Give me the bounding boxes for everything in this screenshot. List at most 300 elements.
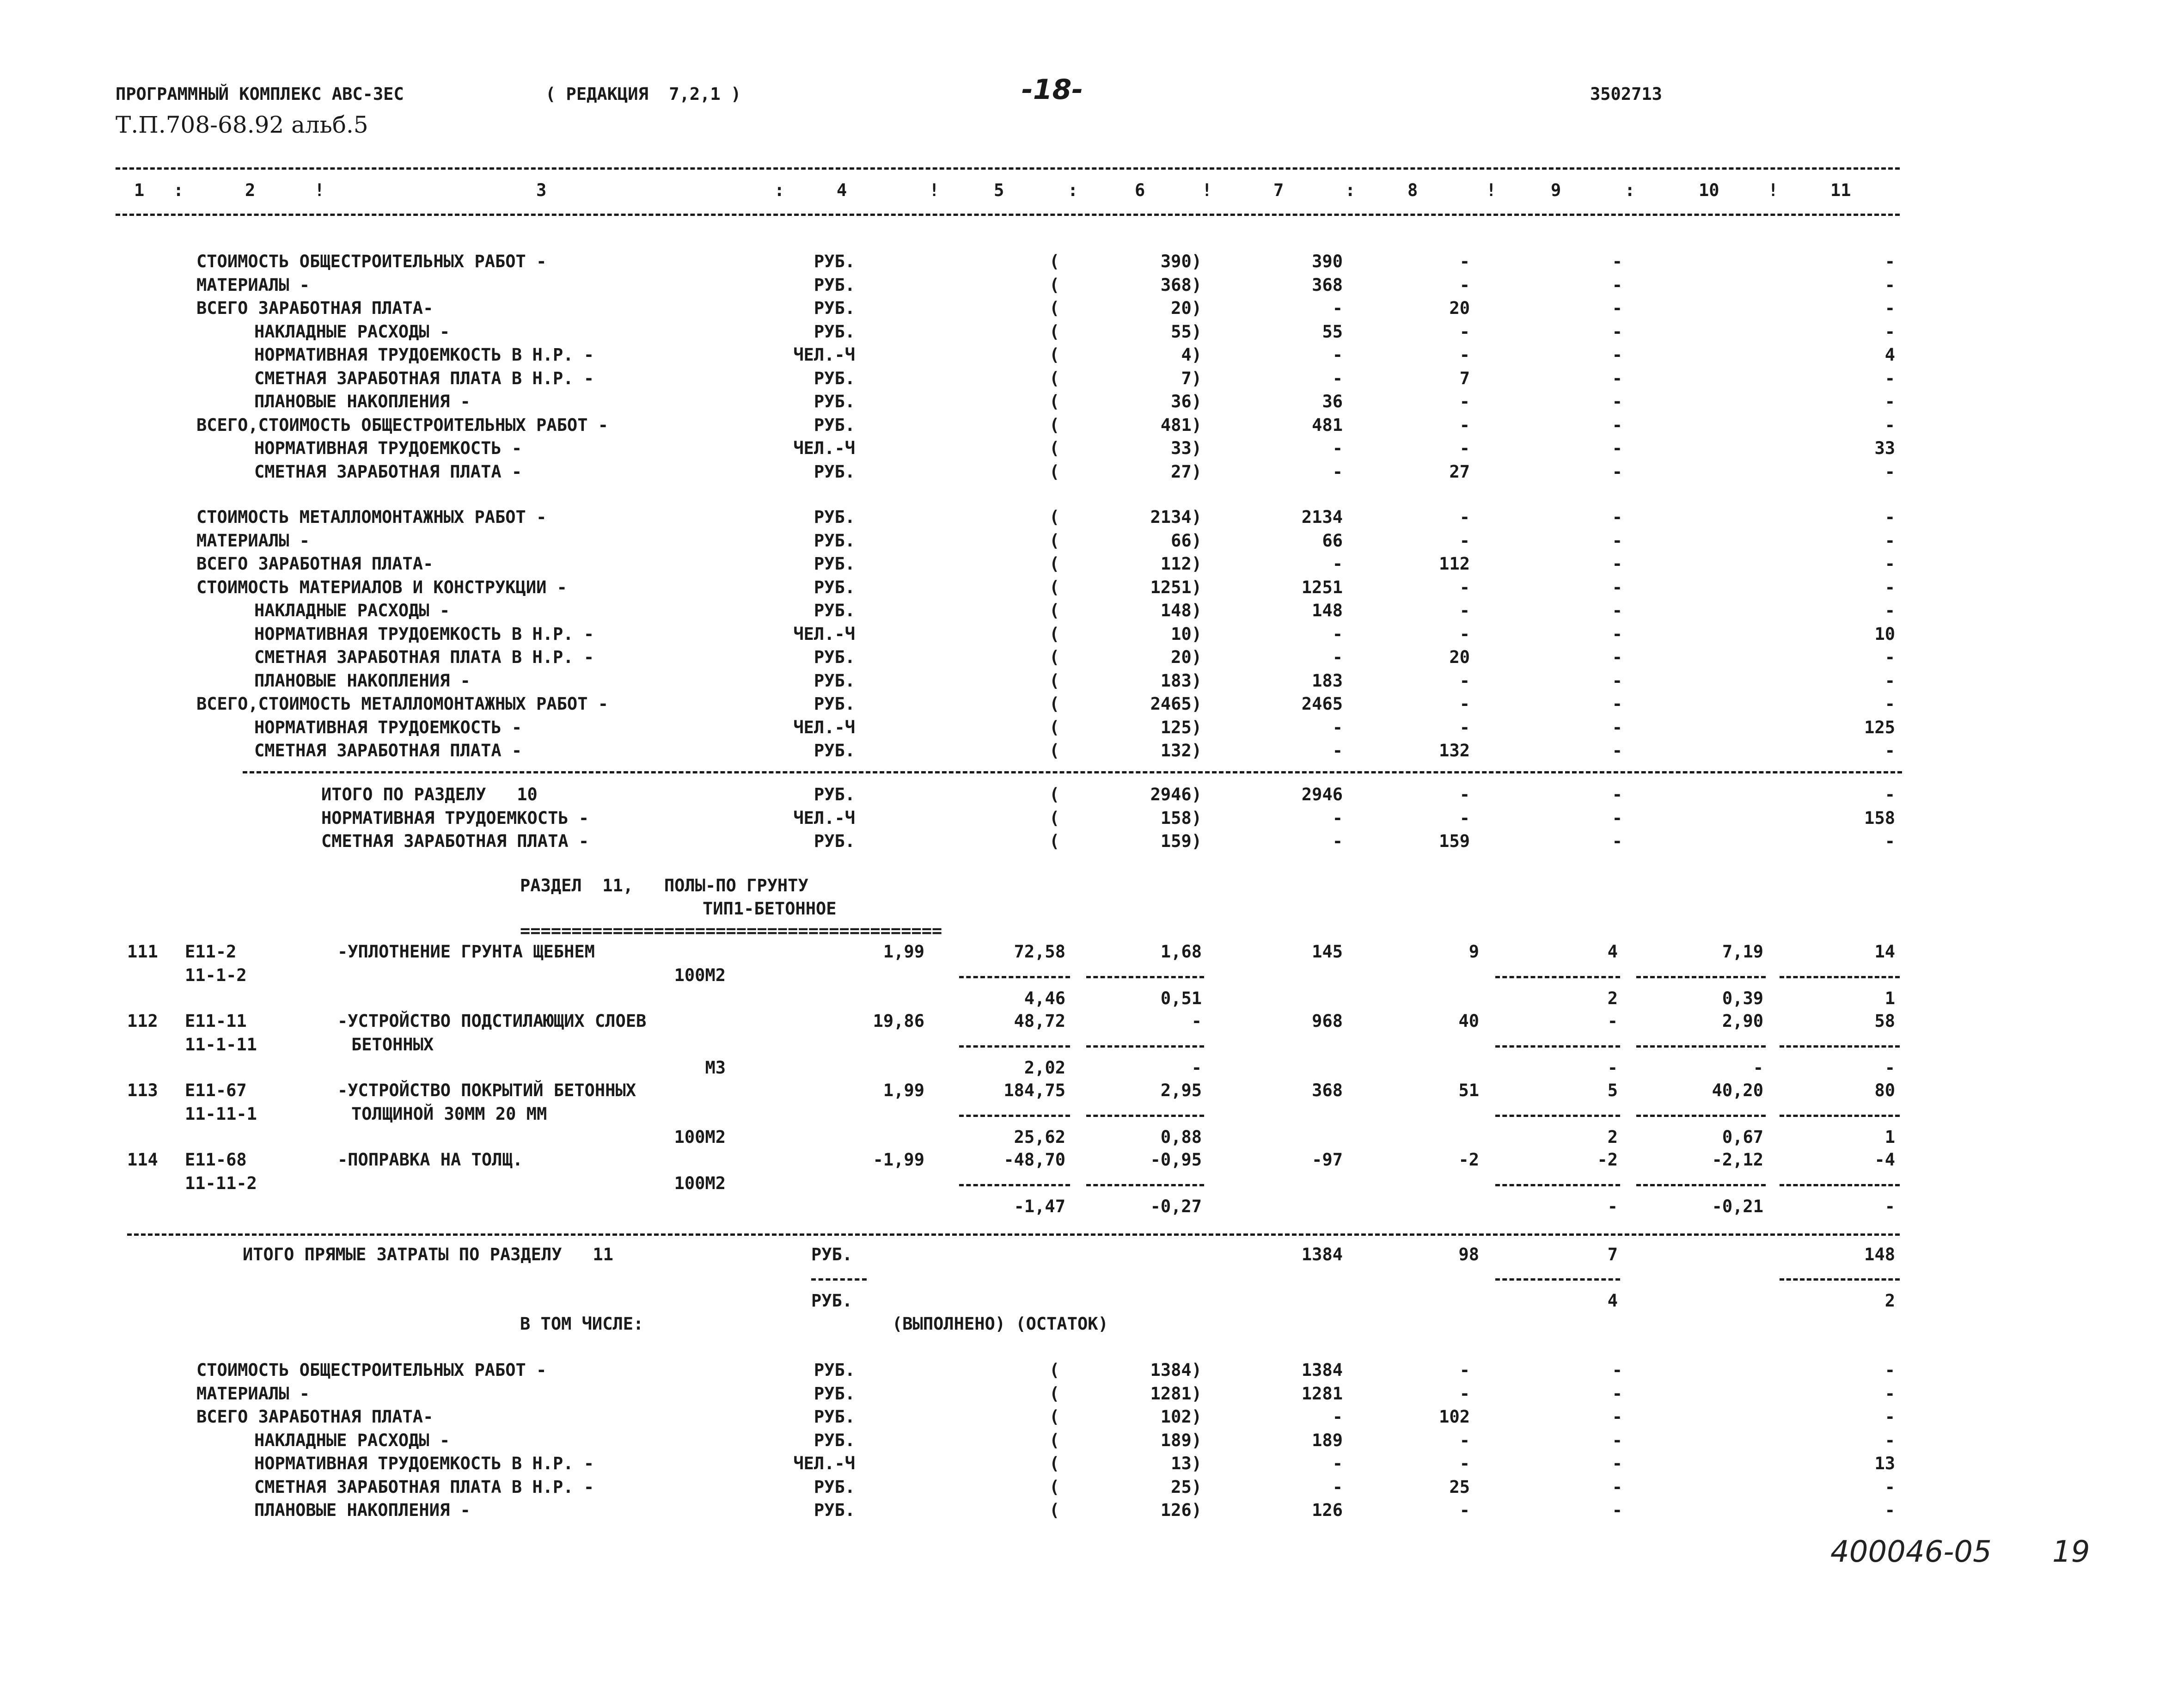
- metal-works-row-col11: -: [1884, 670, 1895, 691]
- metal-works-row-unit: РУБ.: [814, 577, 855, 597]
- item-sub-col6: 0,51: [1160, 988, 1202, 1008]
- general-works-row-col9: -: [1612, 345, 1622, 365]
- item-sub-col9: -: [1607, 1058, 1618, 1078]
- final-block-row-col8: -: [1459, 1500, 1470, 1520]
- metal-works-row-paren: (: [1049, 577, 1060, 597]
- column-separator: :: [1625, 180, 1635, 200]
- item-unit: М3: [705, 1058, 726, 1078]
- item-quantity: 1,99: [883, 942, 924, 962]
- metal-works-row-col8: -: [1459, 670, 1470, 691]
- final-block-row-col11: 13: [1874, 1454, 1895, 1473]
- item-quantity: -1,99: [873, 1150, 924, 1170]
- item-col6-rule: [1086, 1115, 1204, 1117]
- item-sub-col5: 4,46: [1024, 988, 1065, 1008]
- item-col5-rule: [959, 1115, 1070, 1117]
- final-block-row-col8: -: [1459, 1383, 1470, 1404]
- metal-works-row-label: НОРМАТИВНАЯ ТРУДОЕМКОСТЬ -: [254, 717, 522, 737]
- general-works-row-col11: -: [1884, 368, 1895, 388]
- document-code: 3502713: [1590, 84, 1662, 104]
- item-col7: 968: [1312, 1011, 1343, 1031]
- general-works-row-col8: -: [1459, 415, 1470, 435]
- metal-works-row-col11: -: [1884, 694, 1895, 714]
- item-col5-rule: [959, 1184, 1070, 1186]
- final-block-row-label: ВСЕГО ЗАРАБОТНАЯ ПЛАТА-: [196, 1407, 434, 1427]
- general-works-row-col7: -: [1332, 438, 1343, 458]
- metal-works-row-col7: 2465: [1301, 694, 1343, 714]
- item-col11-rule: [1780, 1115, 1900, 1117]
- page-number: -18-: [1022, 74, 1083, 106]
- section10-total-row-col9: -: [1612, 785, 1622, 804]
- final-block-row-col7: -: [1332, 1454, 1343, 1473]
- column-separator: !: [1202, 180, 1212, 200]
- final-block-row-unit: РУБ.: [814, 1477, 855, 1497]
- metal-works-row-label: СТОИМОСТЬ МАТЕРИАЛОВ И КОНСТРУКЦИИ -: [196, 577, 567, 597]
- section10-total-row-col8: 159: [1439, 831, 1470, 851]
- section10-total-row-col11: 158: [1864, 808, 1895, 828]
- metal-works-row-col11: -: [1884, 601, 1895, 620]
- metal-works-row-col8: 132: [1439, 741, 1470, 761]
- item-col10: -2,12: [1712, 1150, 1763, 1170]
- item-name-line2: БЕТОННЫХ: [351, 1034, 434, 1055]
- section10-total-row-unit: РУБ.: [814, 831, 855, 851]
- section10-total-row-paren: (: [1049, 785, 1060, 804]
- general-works-row-col9: -: [1612, 251, 1622, 271]
- final-block-row-col8: -: [1459, 1360, 1470, 1380]
- item-col11: 14: [1874, 942, 1895, 962]
- metal-works-row-col11: -: [1884, 530, 1895, 551]
- general-works-row-unit: РУБ.: [814, 415, 855, 435]
- metal-works-row-unit: РУБ.: [814, 647, 855, 667]
- metal-works-row-label: СМЕТНАЯ ЗАРАБОТНАЯ ПЛАТА В Н.Р. -: [254, 647, 594, 667]
- metal-works-row-col9: -: [1612, 554, 1622, 574]
- item-col7: 145: [1312, 942, 1343, 962]
- general-works-row-col7: -: [1332, 368, 1343, 388]
- final-block-row-unit: РУБ.: [814, 1407, 855, 1427]
- item-col11: 58: [1874, 1011, 1895, 1031]
- item-sub-col6: -: [1191, 1058, 1202, 1078]
- item-col9-rule: [1495, 1045, 1620, 1048]
- final-block-row-paren: (: [1049, 1500, 1060, 1520]
- metal-works-row-label: ВСЕГО,СТОИМОСТЬ МЕТАЛЛОМОНТАЖНЫХ РАБОТ -: [196, 694, 609, 714]
- metal-works-row-col9: -: [1612, 601, 1622, 620]
- item-col6-rule: [1086, 1184, 1204, 1186]
- general-works-row-col7: -: [1332, 298, 1343, 318]
- final-block-row-label: СТОИМОСТЬ ОБЩЕСТРОИТЕЛЬНЫХ РАБОТ -: [196, 1360, 547, 1380]
- item-col10: 2,90: [1722, 1011, 1763, 1031]
- section10-total-row-col7: -: [1332, 808, 1343, 828]
- general-works-row-col7: -: [1332, 461, 1343, 482]
- metal-works-row-unit: ЧЕЛ.-Ч: [793, 624, 855, 644]
- item-sub-col9: 2: [1607, 988, 1618, 1008]
- metal-works-row-col7: 1251: [1301, 577, 1343, 597]
- metal-works-row-col8: -: [1459, 717, 1470, 737]
- final-block-row-col7: 189: [1312, 1430, 1343, 1450]
- item-col7: -97: [1312, 1150, 1343, 1170]
- column-header-8: 8: [1407, 180, 1418, 200]
- general-works-row-col6: 55): [1171, 321, 1202, 342]
- item-col11: -4: [1874, 1150, 1895, 1170]
- metal-works-row-paren: (: [1049, 717, 1060, 737]
- item-name: -ПОПРАВКА НА ТОЛЩ.: [337, 1150, 523, 1170]
- item-col5: 184,75: [1003, 1080, 1065, 1100]
- general-works-row-col8: -: [1459, 275, 1470, 295]
- column-header-3: 3: [536, 180, 547, 200]
- metal-works-row-col6: 112): [1160, 554, 1202, 574]
- final-block-row-col9: -: [1612, 1454, 1622, 1473]
- general-works-row-col8: -: [1459, 251, 1470, 271]
- item-sub-col5: 25,62: [1014, 1127, 1065, 1147]
- metal-works-row-col9: -: [1612, 717, 1622, 737]
- item-code-sub: 11-1-2: [185, 965, 247, 985]
- general-works-row-paren: (: [1049, 321, 1060, 342]
- direct-total-col7: 1384: [1301, 1245, 1343, 1264]
- item-col8: -2: [1458, 1150, 1479, 1170]
- item-col10: 7,19: [1722, 942, 1763, 962]
- general-works-row-col11: 33: [1874, 438, 1895, 458]
- handwritten-page: 19: [2052, 1535, 2090, 1569]
- item-col9: 4: [1607, 942, 1618, 962]
- metal-works-row-col7: -: [1332, 554, 1343, 574]
- item-col5: 48,72: [1014, 1011, 1065, 1031]
- item-sub-col11: -: [1884, 1058, 1895, 1078]
- general-works-row-col11: -: [1884, 321, 1895, 342]
- final-block-row-col6: 126): [1160, 1500, 1202, 1520]
- general-works-row-col7: 390: [1312, 251, 1343, 271]
- item-sub-col9: 2: [1607, 1127, 1618, 1147]
- item-code: Е11-68: [185, 1150, 247, 1170]
- general-works-row-col9: -: [1612, 275, 1622, 295]
- metal-works-row-col6: 183): [1160, 670, 1202, 691]
- final-block-row-col6: 1281): [1150, 1383, 1202, 1404]
- final-block-row-label: СМЕТНАЯ ЗАРАБОТНАЯ ПЛАТА В Н.Р. -: [254, 1477, 594, 1497]
- item-col6-rule: [1086, 1045, 1204, 1048]
- metal-works-row-col7: -: [1332, 624, 1343, 644]
- item-col5-rule: [959, 1045, 1070, 1048]
- final-block-row-col8: -: [1459, 1430, 1470, 1450]
- general-works-row-label: СМЕТНАЯ ЗАРАБОТНАЯ ПЛАТА -: [254, 461, 522, 482]
- item-sub-col10: 0,67: [1722, 1127, 1763, 1147]
- final-block-row-col8: -: [1459, 1454, 1470, 1473]
- metal-works-row-col6: 20): [1171, 647, 1202, 667]
- metal-works-row-col6: 2465): [1150, 694, 1202, 714]
- column-header-9: 9: [1551, 180, 1561, 200]
- item-code: Е11-11: [185, 1011, 247, 1031]
- general-works-row-col11: -: [1884, 415, 1895, 435]
- final-block-row-unit: ЧЕЛ.-Ч: [793, 1454, 855, 1473]
- item-col10-rule: [1636, 1115, 1766, 1117]
- section10-total-row-col11: -: [1884, 831, 1895, 851]
- metal-works-row-col8: -: [1459, 577, 1470, 597]
- column-header-5: 5: [994, 180, 1004, 200]
- metal-works-row-paren: (: [1049, 694, 1060, 714]
- general-works-row-col6: 368): [1160, 275, 1202, 295]
- metal-works-row-col9: -: [1612, 507, 1622, 527]
- item-col6: -0,95: [1150, 1150, 1202, 1170]
- metal-works-row-col6: 1251): [1150, 577, 1202, 597]
- general-works-row-col11: -: [1884, 298, 1895, 318]
- final-block-row-col6: 102): [1160, 1407, 1202, 1427]
- final-block-row-paren: (: [1049, 1454, 1060, 1473]
- item-sub-col9: -: [1607, 1196, 1618, 1216]
- general-works-row-paren: (: [1049, 275, 1060, 295]
- final-block-row-unit: РУБ.: [814, 1430, 855, 1450]
- final-block-row-col8: 25: [1449, 1477, 1470, 1497]
- column-header-6: 6: [1135, 180, 1145, 200]
- general-works-row-paren: (: [1049, 415, 1060, 435]
- metal-works-row-label: МАТЕРИАЛЫ -: [196, 530, 310, 551]
- metal-works-row-col9: -: [1612, 577, 1622, 597]
- item-number: 112: [127, 1011, 158, 1031]
- item-col9: 5: [1607, 1080, 1618, 1100]
- final-block-row-paren: (: [1049, 1430, 1060, 1450]
- column-header-10: 10: [1699, 180, 1719, 200]
- general-works-row-col11: -: [1884, 251, 1895, 271]
- column-header-1: 1: [134, 180, 145, 200]
- general-works-row-paren: (: [1049, 392, 1060, 411]
- general-works-row-col6: 390): [1160, 251, 1202, 271]
- final-block-row-col6: 13): [1171, 1454, 1202, 1473]
- general-works-row-col6: 36): [1171, 392, 1202, 411]
- metal-works-row-paren: (: [1049, 554, 1060, 574]
- item-col5: -48,70: [1003, 1150, 1065, 1170]
- direct-total-col8: 98: [1458, 1245, 1479, 1264]
- item-number: 111: [127, 942, 158, 962]
- item-name: -УСТРОЙСТВО ПОДСТИЛАЮЩИХ СЛОЕВ: [337, 1011, 647, 1031]
- general-works-row-label: ВСЕГО ЗАРАБОТНАЯ ПЛАТА-: [196, 298, 434, 318]
- general-works-row-col8: 20: [1449, 298, 1470, 318]
- general-works-row-unit: РУБ.: [814, 251, 855, 271]
- metal-works-row-col9: -: [1612, 647, 1622, 667]
- final-block-row-col11: -: [1884, 1500, 1895, 1520]
- metal-works-row-col9: -: [1612, 741, 1622, 761]
- metal-works-row-col11: 125: [1864, 717, 1895, 737]
- item-col9: -2: [1597, 1150, 1618, 1170]
- section10-total-row-col6: 158): [1160, 808, 1202, 828]
- general-works-row-col6: 33): [1171, 438, 1202, 458]
- metal-works-row-col6: 132): [1160, 741, 1202, 761]
- general-works-row-col8: -: [1459, 345, 1470, 365]
- general-works-row-col6: 481): [1160, 415, 1202, 435]
- general-works-row-label: НОРМАТИВНАЯ ТРУДОЕМКОСТЬ В Н.Р. -: [254, 345, 594, 365]
- final-block-row-col9: -: [1612, 1477, 1622, 1497]
- metal-works-row-col7: 183: [1312, 670, 1343, 691]
- section10-total-row-col7: -: [1332, 831, 1343, 851]
- direct-total-label: ИТОГО ПРЯМЫЕ ЗАТРАТЫ ПО РАЗДЕЛУ 11: [243, 1245, 613, 1264]
- program-edition: ( РЕДАКЦИЯ 7,2,1 ): [545, 84, 741, 104]
- general-works-row-unit: ЧЕЛ.-Ч: [793, 438, 855, 458]
- direct-total-col9-rule: [1495, 1278, 1620, 1281]
- item-sub-col11: 1: [1884, 1127, 1895, 1147]
- item-sub-col11: 1: [1884, 988, 1895, 1008]
- general-works-row-col7: -: [1332, 345, 1343, 365]
- section-title: РАЗДЕЛ 11, ПОЛЫ-ПО ГРУНТУ: [520, 876, 808, 896]
- item-code-sub: 11-11-2: [185, 1173, 257, 1193]
- metal-works-row-col8: -: [1459, 530, 1470, 551]
- item-col11: 80: [1874, 1080, 1895, 1100]
- final-block-row-col9: -: [1612, 1407, 1622, 1427]
- item-unit: 100М2: [674, 965, 726, 985]
- metal-works-row-label: НАКЛАДНЫЕ РАСХОДЫ -: [254, 601, 450, 620]
- metal-works-row-label: СМЕТНАЯ ЗАРАБОТНАЯ ПЛАТА -: [254, 741, 522, 761]
- general-works-row-col6: 20): [1171, 298, 1202, 318]
- final-block-row-col6: 25): [1171, 1477, 1202, 1497]
- final-block-row-col6: 189): [1160, 1430, 1202, 1450]
- item-sub-col11: -: [1884, 1196, 1895, 1216]
- item-code-sub: 11-11-1: [185, 1104, 257, 1124]
- column-header-2: 2: [245, 180, 256, 200]
- general-works-row-paren: (: [1049, 368, 1060, 388]
- metal-works-row-col6: 2134): [1150, 507, 1202, 527]
- general-works-row-col8: 27: [1449, 461, 1470, 482]
- final-block-row-col9: -: [1612, 1500, 1622, 1520]
- final-block-row-paren: (: [1049, 1477, 1060, 1497]
- metal-works-row-col9: -: [1612, 624, 1622, 644]
- general-works-row-col7: 55: [1322, 321, 1343, 342]
- metal-works-row-col11: -: [1884, 647, 1895, 667]
- general-works-row-col6: 4): [1181, 345, 1202, 365]
- final-block-row-col11: -: [1884, 1383, 1895, 1404]
- metal-works-row-paren: (: [1049, 741, 1060, 761]
- metal-works-row-col6: 148): [1160, 601, 1202, 620]
- item-col10-rule: [1636, 976, 1766, 978]
- item-col10-rule: [1636, 1184, 1766, 1186]
- item-col7: 368: [1312, 1080, 1343, 1100]
- metal-works-row-col11: -: [1884, 554, 1895, 574]
- final-block-row-label: МАТЕРИАЛЫ -: [196, 1383, 310, 1404]
- section-subtitle: ТИП1-БЕТОННОЕ: [703, 899, 837, 919]
- item-quantity: 1,99: [883, 1080, 924, 1100]
- metal-works-row-col9: -: [1612, 694, 1622, 714]
- general-works-row-unit: РУБ.: [814, 368, 855, 388]
- general-works-row-col8: -: [1459, 392, 1470, 411]
- direct-total-col11-2: 2: [1884, 1291, 1895, 1311]
- metal-works-row-unit: РУБ.: [814, 554, 855, 574]
- section10-total-row-label: ИТОГО ПО РАЗДЕЛУ 10: [321, 785, 538, 804]
- section10-total-row-col8: -: [1459, 785, 1470, 804]
- final-block-row-unit: РУБ.: [814, 1383, 855, 1404]
- metal-works-row-unit: РУБ.: [814, 670, 855, 691]
- general-works-row-col9: -: [1612, 321, 1622, 342]
- item-name-line2: ТОЛЩИНОЙ 30ММ 20 ММ: [351, 1104, 547, 1124]
- general-works-row-col9: -: [1612, 392, 1622, 411]
- final-block-row-unit: РУБ.: [814, 1360, 855, 1380]
- final-block-row-col11: -: [1884, 1477, 1895, 1497]
- metal-works-row-paren: (: [1049, 670, 1060, 691]
- direct-total-col9: 7: [1607, 1245, 1618, 1264]
- general-works-row-col8: -: [1459, 438, 1470, 458]
- metal-works-row-paren: (: [1049, 601, 1060, 620]
- item-name: -УПЛОТНЕНИЕ ГРУНТА ЩЕБНЕМ: [337, 942, 595, 962]
- general-works-row-unit: РУБ.: [814, 461, 855, 482]
- item-unit: 100М2: [674, 1173, 726, 1193]
- final-block-row-col9: -: [1612, 1383, 1622, 1404]
- item-col6-rule: [1086, 976, 1204, 978]
- document-reference: Т.П.708-68.92 альб.5: [116, 111, 368, 138]
- metal-works-row-label: СТОИМОСТЬ МЕТАЛЛОМОНТАЖНЫХ РАБОТ -: [196, 507, 547, 527]
- item-col11-rule: [1780, 976, 1900, 978]
- section10-total-row-paren: (: [1049, 831, 1060, 851]
- direct-total-rule: [127, 1233, 1900, 1236]
- section10-total-row-col8: -: [1459, 808, 1470, 828]
- program-title: ПРОГРАММНЫЙ КОМПЛЕКС АВС-3ЕС: [116, 84, 404, 104]
- item-col6: -: [1191, 1011, 1202, 1031]
- item-col5: 72,58: [1014, 942, 1065, 962]
- section10-total-row-label: СМЕТНАЯ ЗАРАБОТНАЯ ПЛАТА -: [321, 831, 589, 851]
- general-works-row-paren: (: [1049, 438, 1060, 458]
- final-block-row-col7: 126: [1312, 1500, 1343, 1520]
- metal-works-row-unit: РУБ.: [814, 694, 855, 714]
- item-sub-col10: 0,39: [1722, 988, 1763, 1008]
- general-works-row-col8: 7: [1459, 368, 1470, 388]
- general-works-row-col7: 36: [1322, 392, 1343, 411]
- section10-total-row-col9: -: [1612, 831, 1622, 851]
- item-col6: 1,68: [1160, 942, 1202, 962]
- general-works-row-label: НАКЛАДНЫЕ РАСХОДЫ -: [254, 321, 450, 342]
- column-header-4: 4: [837, 180, 847, 200]
- column-separator: :: [1068, 180, 1078, 200]
- metal-works-row-col6: 125): [1160, 717, 1202, 737]
- general-works-row-col9: -: [1612, 415, 1622, 435]
- item-col10-rule: [1636, 1045, 1766, 1048]
- metal-works-row-paren: (: [1049, 647, 1060, 667]
- item-col11-rule: [1780, 1184, 1900, 1186]
- metal-works-row-col7: -: [1332, 647, 1343, 667]
- metal-works-row-col7: 2134: [1301, 507, 1343, 527]
- item-col9: -: [1607, 1011, 1618, 1031]
- metal-works-row-col9: -: [1612, 530, 1622, 551]
- general-works-row-col9: -: [1612, 298, 1622, 318]
- final-block-row-col9: -: [1612, 1360, 1622, 1380]
- metal-works-row-unit: РУБ.: [814, 741, 855, 761]
- general-works-row-col11: 4: [1884, 345, 1895, 365]
- section10-total-row-label: НОРМАТИВНАЯ ТРУДОЕМКОСТЬ -: [321, 808, 589, 828]
- item-sub-col5: -1,47: [1014, 1196, 1065, 1216]
- final-block-row-unit: РУБ.: [814, 1500, 855, 1520]
- metal-works-row-col8: -: [1459, 694, 1470, 714]
- general-works-row-col7: 368: [1312, 275, 1343, 295]
- final-block-row-col7: -: [1332, 1477, 1343, 1497]
- section10-total-row-col11: -: [1884, 785, 1895, 804]
- general-works-row-paren: (: [1049, 461, 1060, 482]
- section10-total-row-paren: (: [1049, 808, 1060, 828]
- metal-works-row-col6: 10): [1171, 624, 1202, 644]
- general-works-row-unit: ЧЕЛ.-Ч: [793, 345, 855, 365]
- metal-works-row-paren: (: [1049, 507, 1060, 527]
- section10-total-row-col6: 2946): [1150, 785, 1202, 804]
- general-works-row-unit: РУБ.: [814, 275, 855, 295]
- column-separator: !: [1486, 180, 1497, 200]
- item-col5-rule: [959, 976, 1070, 978]
- item-quantity: 19,86: [873, 1011, 924, 1031]
- item-col9-rule: [1495, 1115, 1620, 1117]
- general-works-row-unit: РУБ.: [814, 298, 855, 318]
- metal-works-row-paren: (: [1049, 530, 1060, 551]
- general-works-row-label: ВСЕГО,СТОИМОСТЬ ОБЩЕСТРОИТЕЛЬНЫХ РАБОТ -: [196, 415, 609, 435]
- general-works-row-col8: -: [1459, 321, 1470, 342]
- final-block-row-label: ПЛАНОВЫЕ НАКОПЛЕНИЯ -: [254, 1500, 471, 1520]
- final-block-row-col8: 102: [1439, 1407, 1470, 1427]
- item-col9-rule: [1495, 1184, 1620, 1186]
- general-works-row-paren: (: [1049, 251, 1060, 271]
- metal-works-row-col11: -: [1884, 741, 1895, 761]
- final-block-row-col7: 1384: [1301, 1360, 1343, 1380]
- general-works-row-label: НОРМАТИВНАЯ ТРУДОЕМКОСТЬ -: [254, 438, 522, 458]
- item-sub-col6: 0,88: [1160, 1127, 1202, 1147]
- handwritten-code: 400046-05: [1830, 1535, 1992, 1569]
- metal-works-row-col7: -: [1332, 741, 1343, 761]
- metal-works-row-label: ВСЕГО ЗАРАБОТНАЯ ПЛАТА-: [196, 554, 434, 574]
- column-header-7: 7: [1273, 180, 1284, 200]
